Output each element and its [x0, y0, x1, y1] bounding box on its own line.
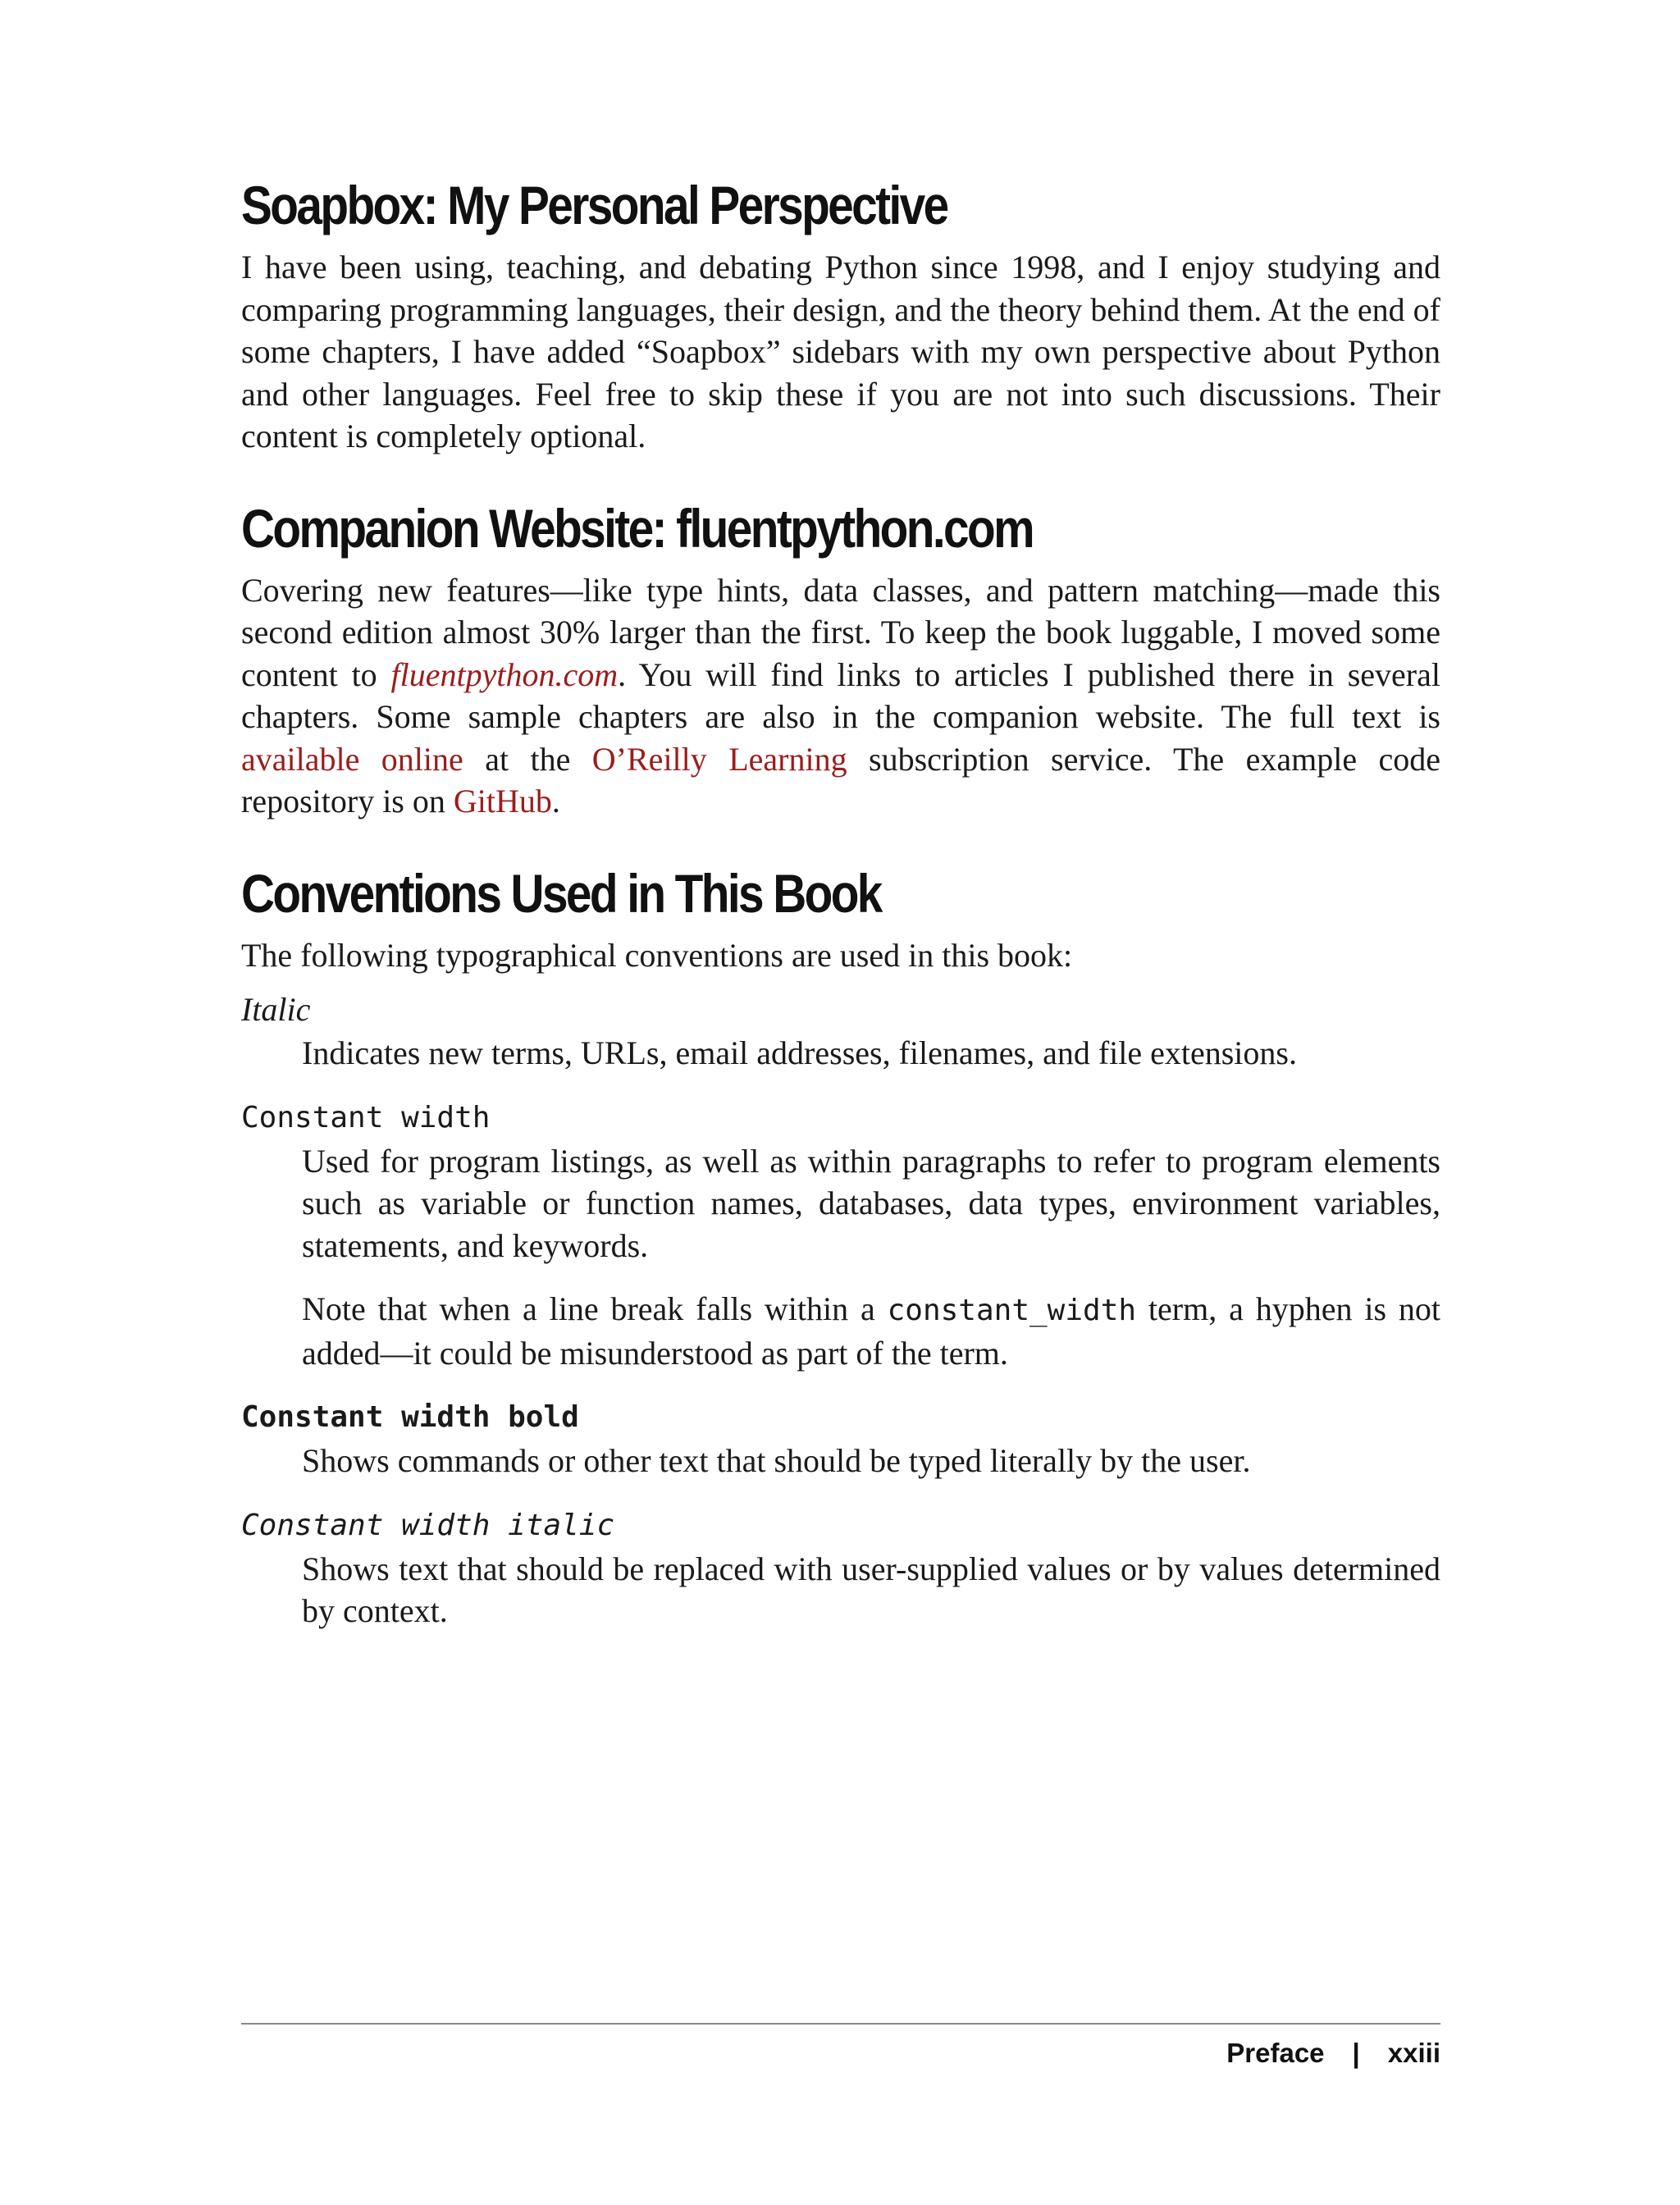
inline-code: constant_width: [887, 1294, 1137, 1327]
text-run: Note that when a line break falls within a: [302, 1290, 888, 1327]
convention-desc-constant-width-bold: [302, 1440, 1440, 1482]
section-heading-soapbox: Soapbox: My Personal Perspective: [241, 175, 947, 235]
convention-desc-italic: [302, 1032, 1440, 1075]
convention-desc-text: Indicates new terms, URLs, email addresses, filenames, and file extensions.: [302, 1034, 1297, 1071]
text-run: term, a hyphen is not added—it could be misunderstood as part of the term.: [302, 1290, 1440, 1372]
companion-website-paragraph: [241, 569, 1440, 823]
convention-desc-text: Shows commands or other text that should be typed literally by the user.: [302, 1442, 1251, 1479]
footer-section-title: Preface: [1226, 2038, 1325, 2068]
constant-width-note: [302, 1288, 1440, 1374]
oreilly-learning-link[interactable]: O’Reilly Learning: [591, 740, 847, 778]
text-run: at the: [463, 740, 592, 778]
convention-term-constant-width-bold: Constant width bold: [241, 1400, 579, 1434]
text-run: Covering new features—like type hints, data classes, and pattern matching—made this second edition almost 30% larger than the first. To keep the book luggable, I moved some content to: [241, 571, 1440, 693]
convention-desc-text: Used for program listings, as well as within paragraphs to refer to program elements such as variable or function names, databases, data types, environment variables, statements, and keywords.: [302, 1142, 1440, 1264]
page-footer: [241, 2038, 1440, 2069]
available-online-link[interactable]: available online: [241, 740, 463, 778]
footer-rule: [241, 2023, 1440, 2025]
section-heading-companion-website: Companion Website: fluentpython.com: [241, 497, 1034, 559]
soapbox-paragraph: I have been using, teaching, and debating Python since 1998, and I enjoy studying and comparing programming languages, their design, and the theory behind them. At the end of some chapters, I have added “Soapbox” sidebars with my own perspective about Python and other languages. Feel free to skip these if you are not into such discussions. Their content is completely optional.: [241, 249, 1440, 454]
text-run: .: [551, 783, 560, 819]
convention-desc-constant-width: [302, 1140, 1440, 1375]
fluentpython-link[interactable]: fluentpython.com: [390, 655, 619, 693]
convention-term-constant-width: Constant width: [241, 1100, 491, 1134]
page-content: [241, 164, 1440, 1654]
convention-term-italic: Italic: [241, 991, 311, 1028]
github-link[interactable]: GitHub: [453, 783, 552, 819]
conventions-list: [241, 988, 1440, 1632]
conventions-intro: The following typographical conventions are used in this book:: [241, 936, 1073, 974]
section-heading-conventions: Conventions Used in This Book: [241, 862, 881, 924]
page-number: xxiii: [1387, 2038, 1440, 2068]
convention-term-constant-width-italic: Constant width italic: [241, 1508, 615, 1542]
text-run: subscription service. The example code repository is on: [241, 740, 1441, 819]
convention-desc-constant-width-italic: [302, 1548, 1440, 1632]
footer-separator: |: [1352, 2038, 1360, 2068]
convention-desc-text: Shows text that should be replaced with user-supplied values or by values determined by context.: [302, 1550, 1440, 1629]
text-run: . You will find links to articles I published there in several chapters. Some sample chapters are also in the companion website. The full text is: [241, 655, 1440, 735]
